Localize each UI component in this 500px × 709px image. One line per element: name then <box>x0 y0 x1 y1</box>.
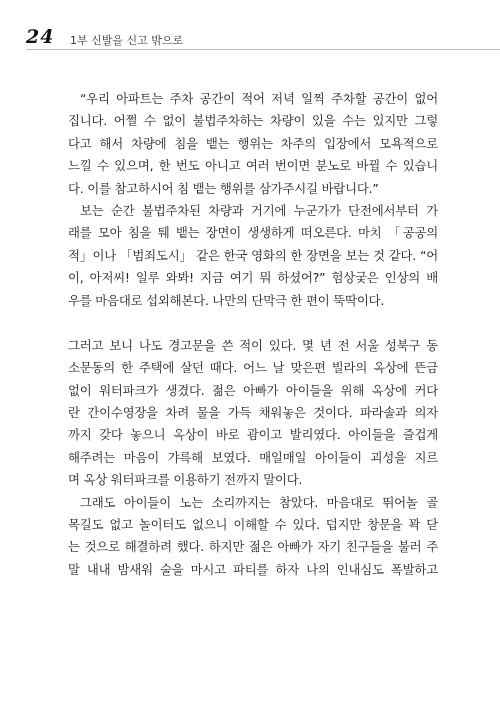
text-line: 다고 해서 차량에 침을 뱉는 행위는 차주의 입장에서 모욕적으로 <box>68 135 438 151</box>
text-line: 이, 아저씨! 일루 와봐! 지금 여기 뭐 하셨어?” 험상궂은 인상의 배 <box>68 270 438 286</box>
body-text <box>68 88 438 581</box>
text-line: 그래도 아이들이 노는 소리까지는 참았다. 마음대로 뛰어놀 골 <box>80 494 438 510</box>
text-line: 없이 워터파크가 생겼다. 젊은 아빠가 아이들을 위해 옥상에 커다 <box>68 382 438 398</box>
text-line: 다. 이를 참고하시어 침 뱉는 행위를 삼가주시길 바랍니다.” <box>68 180 379 196</box>
paragraph <box>68 492 438 582</box>
header-rule <box>26 49 500 50</box>
text-line: 적」이나 「범죄도시」 같은 한국 영화의 한 장면을 보는 것 같다. “어 <box>68 247 438 263</box>
text-line: 목길도 없고 놀이터도 없으니 이해할 수 있다. 덥지만 창문을 꽉 닫 <box>68 517 438 533</box>
text-line: 느낄 수 있으며, 한 번도 아니고 여러 번이면 분노로 바뀔 수 있습니 <box>68 158 438 174</box>
text-line: 래를 모아 침을 퉤 뱉는 장면이 생생하게 떠오른다. 마치 「공공의 <box>68 225 438 241</box>
text-line: “우리 아파트는 주차 공간이 적어 저녁 일찍 주차할 공간이 없어 <box>80 91 438 106</box>
text-line: 해주려는 마음이 갸륵해 보였다. 매일매일 아이들이 괴성을 지르 <box>68 449 438 465</box>
paragraph <box>68 200 438 312</box>
text-line: 그러고 보니 나도 경고문을 쓴 적이 있다. 몇 년 전 서울 성북구 동 <box>68 337 438 353</box>
text-line: 란 간이수영장을 차려 물을 가득 채워놓은 것이다. 파라솔과 의자 <box>68 405 438 421</box>
text-line: 말 내내 밤새워 술을 마시고 파티를 하자 나의 인내심도 폭발하고 <box>68 561 438 577</box>
text-line: 까지 갖다 놓으니 옥상이 바로 괌이고 발리였다. 아이들을 즐겁게 <box>68 427 438 443</box>
text-line: 보는 순간 불법주차된 차량과 거기에 누군가가 단전에서부터 가 <box>80 202 438 218</box>
text-line: 며 옥상 워터파크를 이용하기 전까지 말이다. <box>68 472 303 488</box>
paragraph <box>68 88 438 200</box>
page-number: 24 <box>26 26 55 48</box>
text-line: 우를 마음대로 섭외해본다. 나만의 단막극 한 편이 뚝딱이다. <box>68 292 385 308</box>
text-line: 소문동의 한 주택에 살던 때다. 어느 날 맞은편 빌라의 옥상에 뜬금 <box>68 360 438 376</box>
text-line: 집니다. 어쩔 수 없이 불법주차하는 차량이 있을 수는 있지만 그렇 <box>68 113 438 129</box>
section-break <box>68 312 438 335</box>
page-header <box>0 26 500 52</box>
paragraph <box>68 335 438 492</box>
text-line: 는 것으로 해결하려 했다. 하지만 젊은 아빠가 자기 친구들을 불러 주 <box>68 539 438 555</box>
running-head: 1부 신발을 신고 밖으로 <box>70 34 184 47</box>
